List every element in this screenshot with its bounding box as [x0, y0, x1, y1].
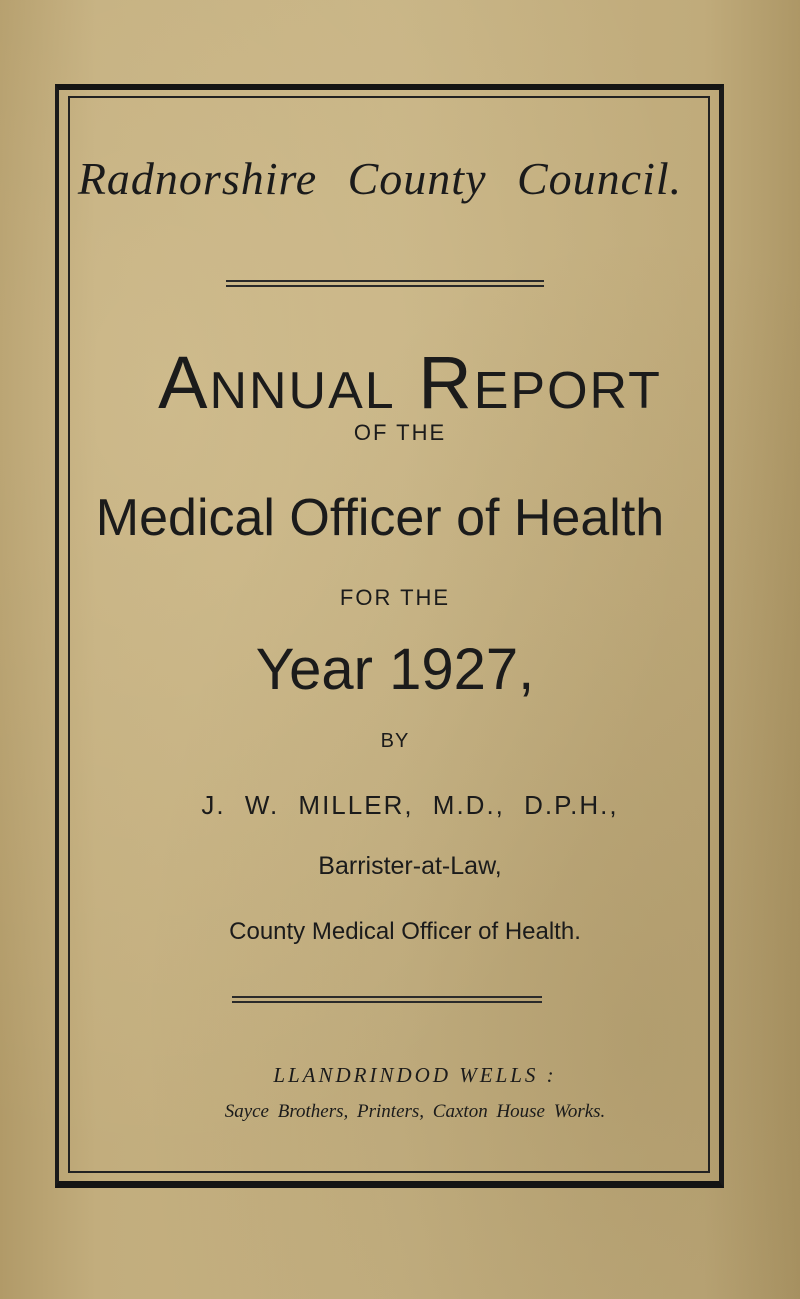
by-label: BY: [380, 730, 410, 752]
divider-bottom-1: [232, 996, 542, 998]
for-the-label: FOR THE: [339, 585, 451, 610]
author-qualification: Barrister-at-Law,: [318, 852, 502, 880]
council-name: Radnorshire County Council.: [77, 153, 683, 204]
report-subject: Medical Officer of Health: [95, 489, 665, 547]
of-the-label: OF THE: [353, 420, 447, 445]
author-name: J. W. MILLER, M.D., D.P.H.,: [201, 790, 619, 820]
divider-top-2: [226, 285, 544, 287]
divider-bottom-2: [232, 1001, 542, 1003]
report-title: Annual Report: [158, 341, 662, 424]
report-year: Year 1927,: [255, 637, 535, 702]
inner-border: [68, 96, 710, 1173]
divider-top-1: [226, 280, 544, 282]
printer-imprint: Sayce Brothers, Printers, Caxton House Works.: [224, 1101, 606, 1122]
author-office: County Medical Officer of Health.: [229, 918, 581, 945]
publication-place: LLANDRINDOD WELLS :: [273, 1063, 557, 1087]
